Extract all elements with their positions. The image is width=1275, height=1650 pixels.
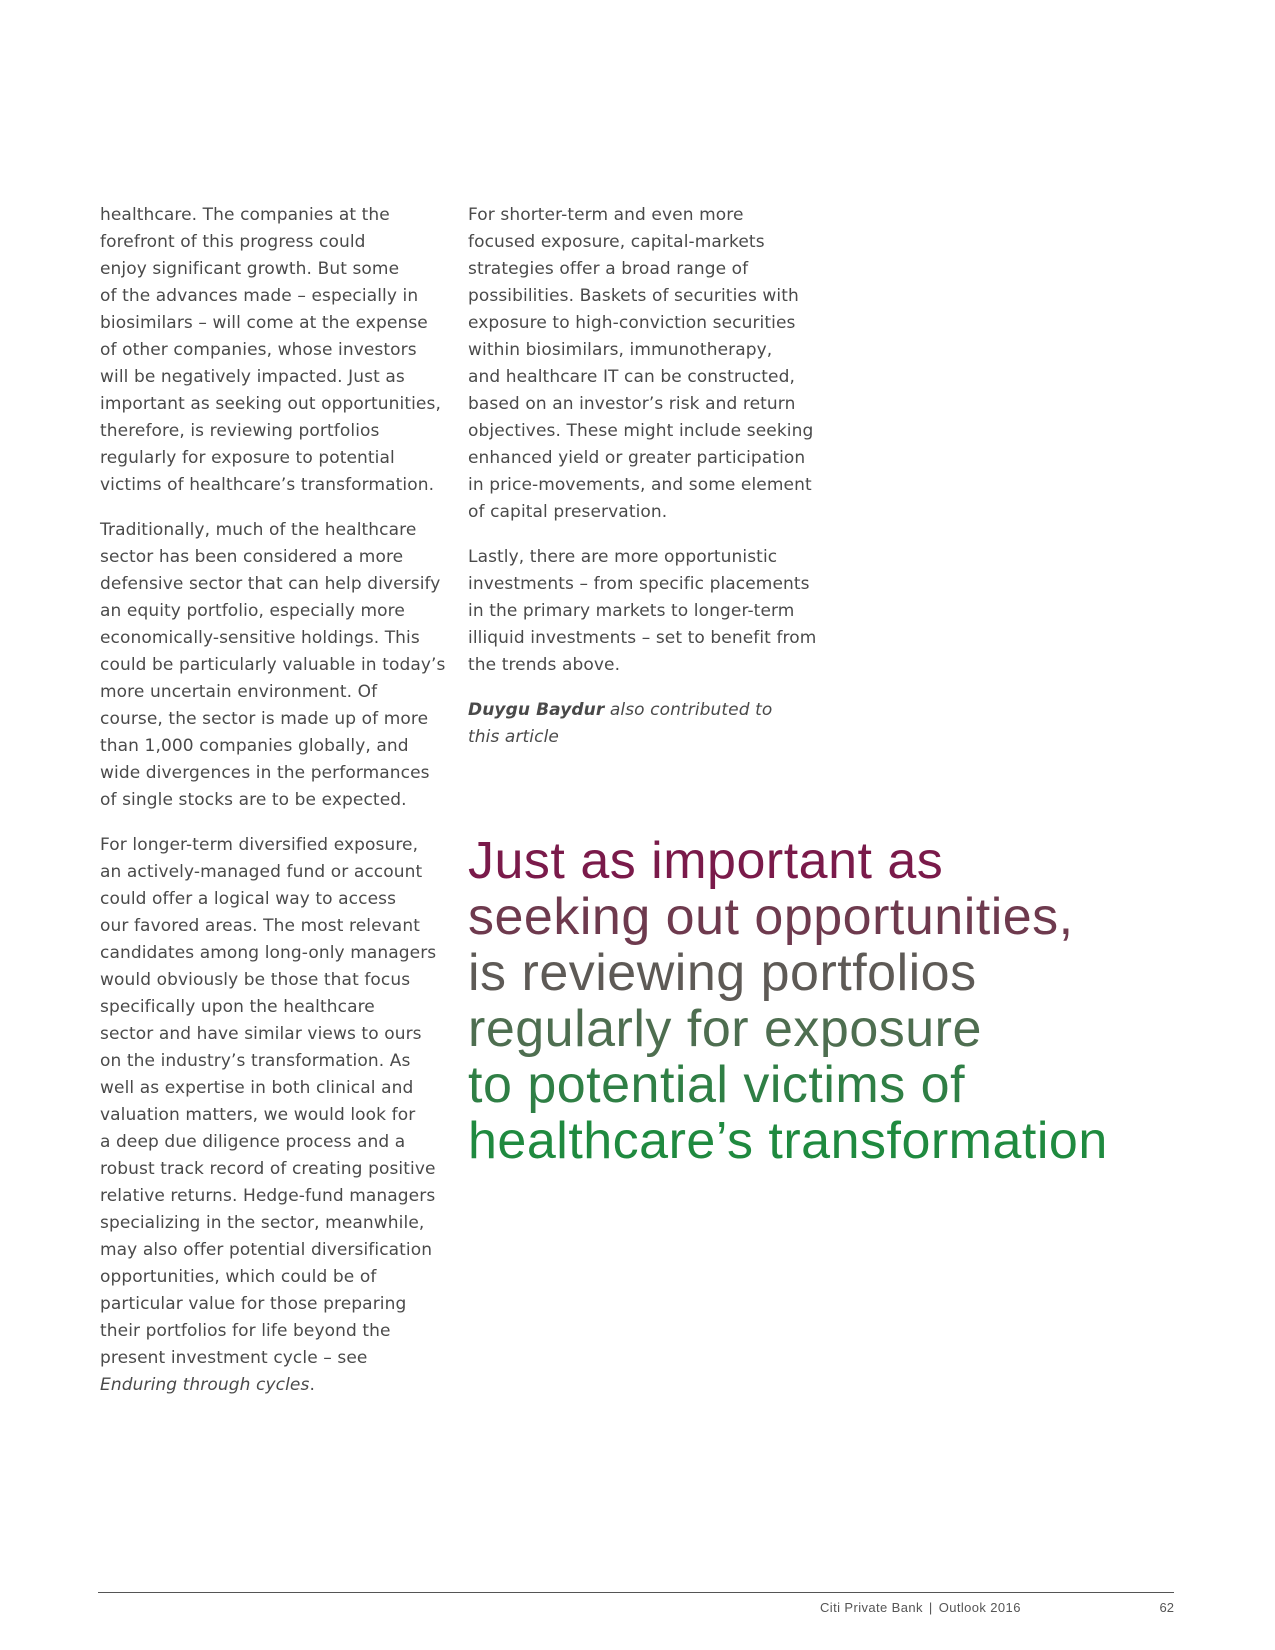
- text-line: than 1,000 companies globally, and: [100, 736, 409, 756]
- paragraph: [100, 832, 445, 1399]
- text-line: [100, 1372, 445, 1399]
- text-line: particular value for those preparing: [100, 1294, 407, 1314]
- pull-quote-line: healthcare’s transformation: [468, 1112, 1108, 1170]
- text-line: strategies offer a broad range of: [468, 259, 749, 279]
- footer-separator: |: [928, 1600, 933, 1615]
- paragraph: [100, 202, 445, 499]
- text-line: the trends above.: [468, 655, 621, 675]
- text-line: will be negatively impacted. Just as: [100, 367, 405, 387]
- text-line: objectives. These might include seeking: [468, 421, 814, 441]
- text-line: within biosimilars, immunotherapy,: [468, 340, 773, 360]
- text-line: a deep due diligence process and a: [100, 1132, 406, 1152]
- text-line: therefore, is reviewing portfolios: [100, 421, 380, 441]
- pull-quote-line: seeking out opportunities,: [468, 888, 1074, 946]
- text-line: their portfolios for life beyond the: [100, 1321, 391, 1341]
- text-line: valuation matters, we would look for: [100, 1105, 416, 1125]
- page-number: 62: [1159, 1600, 1174, 1615]
- footer-divider: [98, 1592, 1174, 1593]
- text-line: could offer a logical way to access: [100, 889, 397, 909]
- text-line: in price-movements, and some element: [468, 475, 812, 495]
- text-line: focused exposure, capital-markets: [468, 232, 765, 252]
- text-line: may also offer potential diversification: [100, 1240, 433, 1260]
- text-line: more uncertain environment. Of: [100, 682, 378, 702]
- text-line: based on an investor’s risk and return: [468, 394, 796, 414]
- footer-brand: Citi Private Bank: [820, 1600, 923, 1615]
- paragraph: [468, 544, 817, 679]
- footer-publication: [820, 1600, 1021, 1615]
- contributor-note: [468, 697, 813, 751]
- text-line: and healthcare IT can be constructed,: [468, 367, 796, 387]
- text-line: of capital preservation.: [468, 502, 668, 522]
- text-line: Traditionally, much of the healthcare: [100, 520, 417, 540]
- text-line: economically-sensitive holdings. This: [100, 628, 420, 648]
- pull-quote-line: is reviewing portfolios: [468, 944, 977, 1002]
- text-line: well as expertise in both clinical and: [100, 1078, 414, 1098]
- text-line: biosimilars – will come at the expense: [100, 313, 428, 333]
- text-line: in the primary markets to longer-term: [468, 601, 795, 621]
- text-line: For shorter-term and even more: [468, 205, 744, 225]
- text-line: relative returns. Hedge-fund managers: [100, 1186, 436, 1206]
- text-line: an equity portfolio, especially more: [100, 601, 405, 621]
- cross-reference: Enduring through cycles: [100, 1375, 310, 1395]
- text-line: defensive sector that can help diversify: [100, 574, 441, 594]
- text-line: [468, 697, 813, 724]
- text-line: opportunities, which could be of: [100, 1267, 377, 1287]
- text-line: wide divergences in the performances: [100, 763, 430, 783]
- text-line: an actively-managed fund or account: [100, 862, 423, 882]
- paragraph: [100, 517, 445, 814]
- pull-quote: [468, 833, 1168, 1169]
- text-line: of the advances made – especially in: [100, 286, 419, 306]
- text-line: of other companies, whose investors: [100, 340, 417, 360]
- text-line: victims of healthcare’s transformation.: [100, 475, 435, 495]
- text-line: specifically upon the healthcare: [100, 997, 375, 1017]
- text-line: would obviously be those that focus: [100, 970, 411, 990]
- text-line: candidates among long-only managers: [100, 943, 437, 963]
- text-line: this article: [468, 727, 559, 747]
- text-line: important as seeking out opportunities,: [100, 394, 441, 414]
- text-line: possibilities. Baskets of securities with: [468, 286, 799, 306]
- pull-quote-line: Just as important as: [468, 832, 944, 890]
- text-line: could be particularly valuable in today’s: [100, 655, 446, 675]
- text-line: our favored areas. The most relevant: [100, 916, 420, 936]
- text-line: forefront of this progress could: [100, 232, 366, 252]
- paragraph: [468, 202, 813, 526]
- text-line: robust track record of creating positive: [100, 1159, 436, 1179]
- left-column: [100, 202, 445, 1417]
- text-line: Lastly, there are more opportunistic: [468, 547, 778, 567]
- text-line: For longer-term diversified exposure,: [100, 835, 419, 855]
- text-line: exposure to high-conviction securities: [468, 313, 796, 333]
- text-line: illiquid investments – set to benefit from: [468, 628, 817, 648]
- text-line: specializing in the sector, meanwhile,: [100, 1213, 425, 1233]
- text-line: regularly for exposure to potential: [100, 448, 395, 468]
- period: .: [309, 1375, 315, 1395]
- text-line: sector has been considered a more: [100, 547, 404, 567]
- text-line: healthcare. The companies at the: [100, 205, 390, 225]
- text-line: course, the sector is made up of more: [100, 709, 429, 729]
- contributor-name: Duygu Baydur: [468, 700, 605, 720]
- text-line: on the industry’s transformation. As: [100, 1051, 411, 1071]
- right-column: [468, 202, 817, 769]
- pull-quote-line: to potential victims of: [468, 1056, 966, 1114]
- text-line: of single stocks are to be expected.: [100, 790, 407, 810]
- text-line: investments – from specific placements: [468, 574, 810, 594]
- text-line: enhanced yield or greater participation: [468, 448, 806, 468]
- pull-quote-line: regularly for exposure: [468, 1000, 982, 1058]
- text-line: present investment cycle – see: [100, 1348, 368, 1368]
- footer-title: Outlook 2016: [938, 1600, 1021, 1615]
- text-line: sector and have similar views to ours: [100, 1024, 422, 1044]
- text-line: enjoy significant growth. But some: [100, 259, 400, 279]
- contributor-text: also contributed to: [604, 700, 773, 720]
